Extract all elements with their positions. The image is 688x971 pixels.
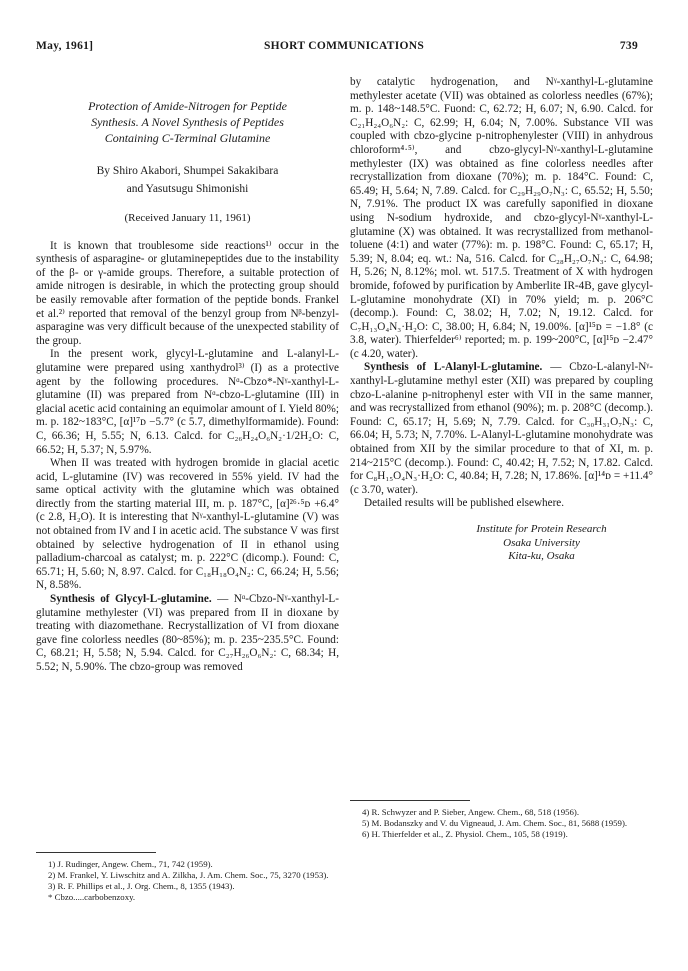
affiliation-line: Kita-ku, Osaka [508,550,575,562]
body-paragraph [350,361,653,497]
body-paragraph: It is known that troublesome side reactions¹⁾ occur in the synthesis of asparagine- or glutaminepeptides due to the instability of the β- or γ-amide groups. Therefore, a suitable protection of amide nitrogen is desirable, in which the protecting group should be easily removable after formation of the peptide bonds. Frankel et al.²⁾ reported that removal of the benzyl group from Nᵝ-benzyl-asparagine was very difficult because of the unexpected stability of the group. [36,239,339,347]
header-date: May, 1961] [36,40,94,52]
reference-item: 3) R. F. Phillips et al., J. Org. Chem., 8, 1355 (1943). [48,881,235,891]
reference-item: 1) J. Rudinger, Angew. Chem., 71, 742 (1959). [48,859,213,869]
affiliation-line: Institute for Protein Research [476,523,607,535]
reference-item: 2) M. Frankel, Y. Liwschitz and A. Zilkha, J. Am. Chem. Soc., 75, 3270 (1953). [48,870,329,880]
footnote-divider [36,852,156,853]
received-date: (Received January 11, 1961) [124,212,251,224]
reference-item: 4) R. Schwyzer and P. Sieber, Angew. Chem., 68, 518 (1956). [362,807,580,817]
body-paragraph: When II was treated with hydrogen bromide in glacial acetic acid, L-glutamine (IV) was recovered in 55% yield. IV had the same optical activity with the glutamine which was obtained directly from the starting material III, m. p. 187°C, [α]²⁶·⁵ᴅ +6.4° (c 2.8, H₂O). It is interesting that Nᵞ-xanthyl-L-glutamine (V) was not obtained from IV and I in acetic acid. The substance V was first obtained by selective hydrogenation of II in ethanol using palladium-charcoal as catalyst; m. p. 222°C (dicomp.). Found: C, 65.71; H, 5.60; N, 8.97. Calcd. for C₁₈H₁₈O₄N₂: C, 66.24; H, 5.56; N, 8.58%. [36,457,339,592]
section-text: — Cbzo-L-alanyl-Nᵞ-xanthyl-L-glutamine methyl ester (XII) was prepared by coupling cbzo-L-alanine p-nitrophenyl ester with VII in the same manner, and was recrystallized from ethanol (90%); m. p. 208°C (decomp.). Found: C, 65.17; H, 5.69; N, 7.79. Calcd. for C₃₀H₃₁O₇N₃: C, 66.04; H, 5.73; N, 7.70%. L-Alanyl-L-glutamine monohydrate was obtained from XII by the similar procedure to that of XI, m. p. 214~215°C (decomp.). Found: C, 40.42; H, 7.52; N, 17.82. Calcd. for C₈H₁₅O₄N₃·H₂O: C, 40.84; H, 7.28; N, 17.86%. [α]¹⁴ᴅ = +11.4° (c 3.70, water). [350,361,653,496]
header-section-title: SHORT COMMUNICATIONS [263,40,425,52]
article-authors [36,162,339,198]
article-title-line: Synthesis. A Novel Synthesis of Peptides [91,115,284,129]
left-column [36,76,339,675]
body-paragraph [36,593,339,675]
article-title-line: Containing C-Terminal Glutamine [104,131,271,145]
body-paragraph: In the present work, glycyl-L-glutamine and L-alanyl-L-glutamine were prepared using xanthydrol³⁾ (I) as a protective agent by the following procedures. Nᵅ-Cbzo*-Nᵞ-xanthyl-L-glutamine (II) was prepared from Nᵅ-cbzo-L-glutamine (III) in glacial acetic acid containing an equimolar amount of I. Yield 80%; m. p. 182~183°C, [α]¹⁷ᴅ −5.7° (c 5.7, dimethylformamide). Found: C, 66.36; H, 5.55; N, 6.13. Calcd. for C₂₆H₂₄O₆N₂·1/2H₂O: C, 66.52; H, 5.37; N, 5.97%. [36,348,339,456]
reference-item: 5) M. Bodanszky and V. du Vigneaud, J. Am. Chem. Soc., 81, 5688 (1959). [362,818,628,828]
references-right [350,800,653,840]
body-paragraph: Detailed results will be published elsewhere. [364,497,565,510]
section-heading: Synthesis of L-Alanyl-L-glutamine. [364,361,543,374]
section-text: — Nᵅ-Cbzo-Nᵞ-xanthyl-L-glutamine methylester (VI) was prepared from II in dioxane by treating with diazomethane. Recrystallization of VI from dioxane gave fine colorless needles (80~85%); m. p. 235~235.5°C. Found: C, 68.21; H, 5.58; N, 5.94. Calcd. for C₂₇H₂₆O₆N₂: C, 68.34; H, 5.52; N, 5.90%. The cbzo-group was removed [36,593,339,673]
right-column [350,76,653,564]
authors-line: and Yasutsugu Shimonishi [126,183,249,195]
reference-item: 6) H. Thierfelder et al., Z. Physiol. Chem., 105, 58 (1919). [362,829,568,839]
article-title-line: Protection of Amide-Nitrogen for Peptide [88,99,287,113]
affiliation [430,523,653,564]
affiliation-line: Osaka University [503,536,580,549]
footnote-divider [350,800,470,801]
header-page-number: 739 [619,40,638,52]
references-left [36,852,339,903]
authors-line: By Shiro Akabori, Shumpei Sakakibara [96,165,279,177]
footnote-abbreviation: * Cbzo.....carbobenzoxy. [48,892,136,902]
body-paragraph: by catalytic hydrogenation, and Nᵞ-xanthyl-L-glutamine methylester acetate (VII) was obtained as colorless needles (67%); m. p. 148~148.5°C. Fuond: C, 62.72; H, 6.07; N, 6.90. Calcd. for C₂₁H₂₄O₆N₂: C, 62.99; H, 6.04; N, 7.00%. Substance VII was coupled with cbzo-glycine p-nitrophenylester (VIII) in anhydrous chloroform⁴·⁵⁾, and cbzo-glycyl-Nᵞ-xanthyl-L-glutamine methylester (IX) was obtained as fine colorless needles after recrystallization from dioxane (70%); m. p. 184°C. Found: C, 65.49; H, 5.64; N, 7.89. Calcd. for C₂₉H₂₉O₇N₃: C, 65.52; H, 5.50; N, 7.91%. The product IX was carefully saponified in dioxane using N-sodium hydroxide, and cbzo-glycyl-Nᵞ-xanthyl-L-glutamine (X) was obtained. It was recrystallized from methanol-toluene (4:1) and water (77%): m. p. 198°C. Found: C, 65.17; H, 5.39; N, 8.04; eq. wt.: Na, 516. Calcd. for C₂₈H₂₇O₇N₃: C, 64.98; H, 5.26; N, 8.12%; mol. wt. 517.5. Treatment of X with hydrogen bromide, fofowed by purification by Amberlite IR-4B, gave glycyl-L-glutamine monohydrate (XI) in 70% yield; m. p. 206°C (decomp.). Found: C, 38.02; H, 7.02; N, 19.12. Calcd. for C₇H₁₃O₄N₃·H₂O: C, 38.00; H, 6.84; N, 19.00%. [α]¹⁵ᴅ = −1.8° (c 3.8, water). Thierfelder⁶⁾ reported; m. p. 199~200°C, [α]¹⁵ᴅ −2.47° (c 4.20, water). [350,76,653,360]
section-heading: Synthesis of Glycyl-L-glutamine. [50,593,212,606]
article-title [46,98,329,146]
